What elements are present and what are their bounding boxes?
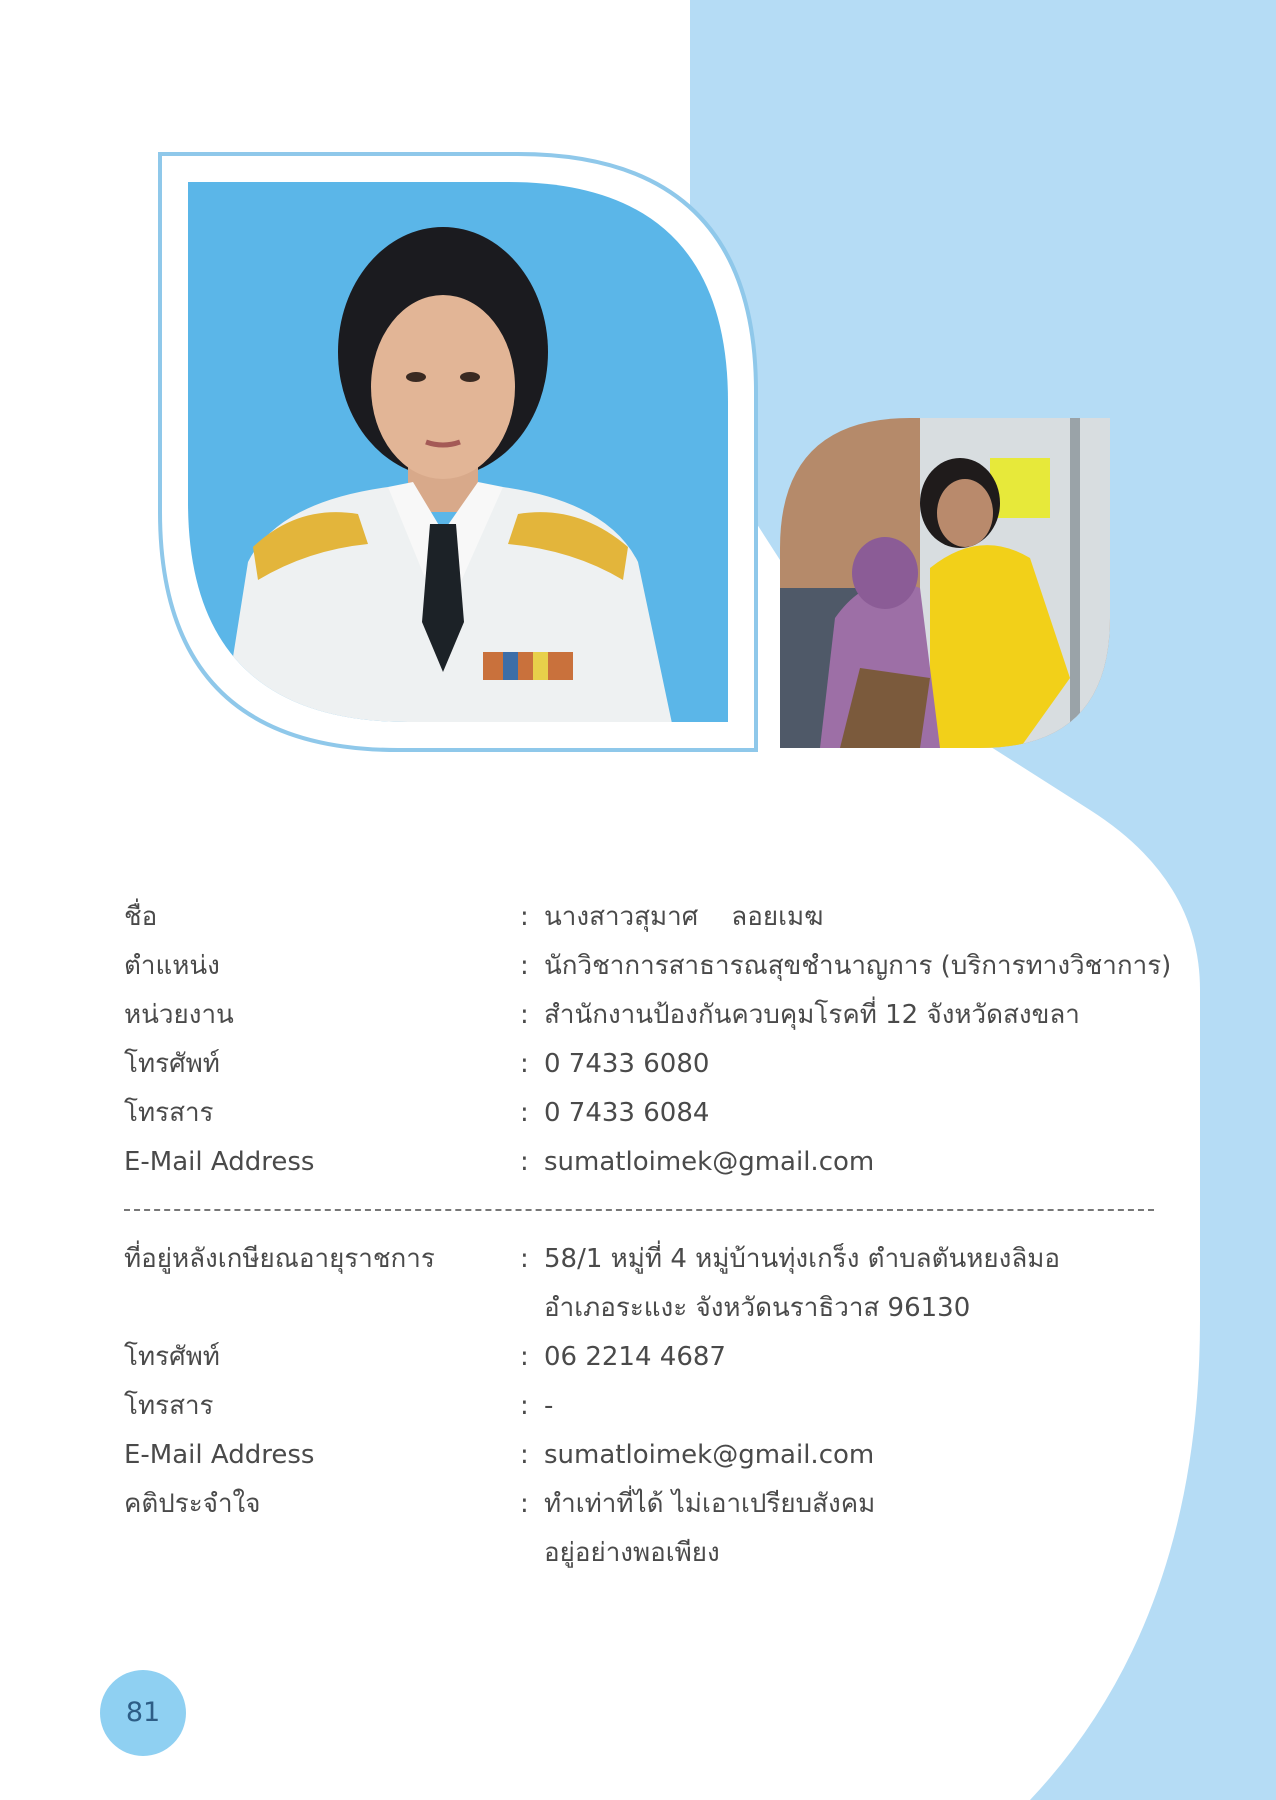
retirement-address-row [124,1235,1184,1323]
retirement-address-line2: อำเภอระแงะ จังหวัดนราธิวาส 96130 [544,1293,971,1323]
motto-line1: ทำเท่าที่ได้ ไม่เอาเปรียบสังคม [544,1489,876,1519]
fax-label: โทรสาร [124,1098,214,1128]
page-number-badge: 81 [100,1670,186,1756]
motto-colon: : [520,1489,529,1519]
retirement-email-row [124,1431,1184,1480]
phone-colon: : [520,1049,529,1079]
position-label: ตำแหน่ง [124,951,220,981]
motto-line2: อยู่อย่างพอเพียง [544,1538,720,1568]
office-value: สำนักงานป้องกันควบคุมโรคที่ 12 จังหวัดสงขลา [544,1000,1080,1030]
phone-label: โทรศัพท์ [124,1049,220,1079]
retirement-email-value[interactable]: sumatloimek@gmail.com [544,1440,875,1470]
position-colon: : [520,951,529,981]
retirement-fax-colon: : [520,1391,529,1421]
fax-colon: : [520,1098,529,1128]
office-colon: : [520,1000,529,1030]
position-row [124,942,1184,991]
office-row [124,991,1184,1040]
retirement-phone-label: โทรศัพท์ [124,1342,220,1372]
phone-value: 0 7433 6080 [544,1049,710,1079]
position-value: นักวิชาการสาธารณสุขชำนาญการ (บริการทางวิชาการ) [544,951,1172,981]
email-label: E-Mail Address [124,1147,315,1177]
retirement-fax-value: - [544,1391,554,1421]
retirement-email-label: E-Mail Address [124,1440,315,1470]
motto-row [124,1480,1184,1568]
retirement-phone-row [124,1333,1184,1382]
office-label: หน่วยงาน [124,1000,234,1030]
retirement-phone-value: 06 2214 4687 [544,1342,726,1372]
section-divider [124,1209,1154,1211]
email-value[interactable]: sumatloimek@gmail.com [544,1147,875,1177]
email-row [124,1138,1184,1187]
retirement-phone-colon: : [520,1342,529,1372]
email-colon: : [520,1147,529,1177]
fax-value: 0 7433 6084 [544,1098,710,1128]
retirement-address-label: ที่อยู่หลังเกษียณอายุราชการ [124,1244,435,1274]
name-colon: : [520,902,529,932]
portrait-photo [158,152,758,752]
retirement-fax-row [124,1382,1184,1431]
retirement-fax-label: โทรสาร [124,1391,214,1421]
phone-row [124,1040,1184,1089]
retirement-address-line1: 58/1 หมู่ที่ 4 หมู่บ้านทุ่งเกร็ง ตำบลตันหยงลิมอ [544,1244,1061,1274]
fax-row [124,1089,1184,1138]
embrace-photo [780,418,1110,748]
retirement-email-colon: : [520,1440,529,1470]
name-row [124,893,1184,942]
retirement-address-colon: : [520,1244,529,1274]
name-value: นางสาวสุมาศ ลอยเมฆ [544,902,824,932]
motto-label: คติประจำใจ [124,1489,261,1519]
name-label: ชื่อ [124,902,158,932]
